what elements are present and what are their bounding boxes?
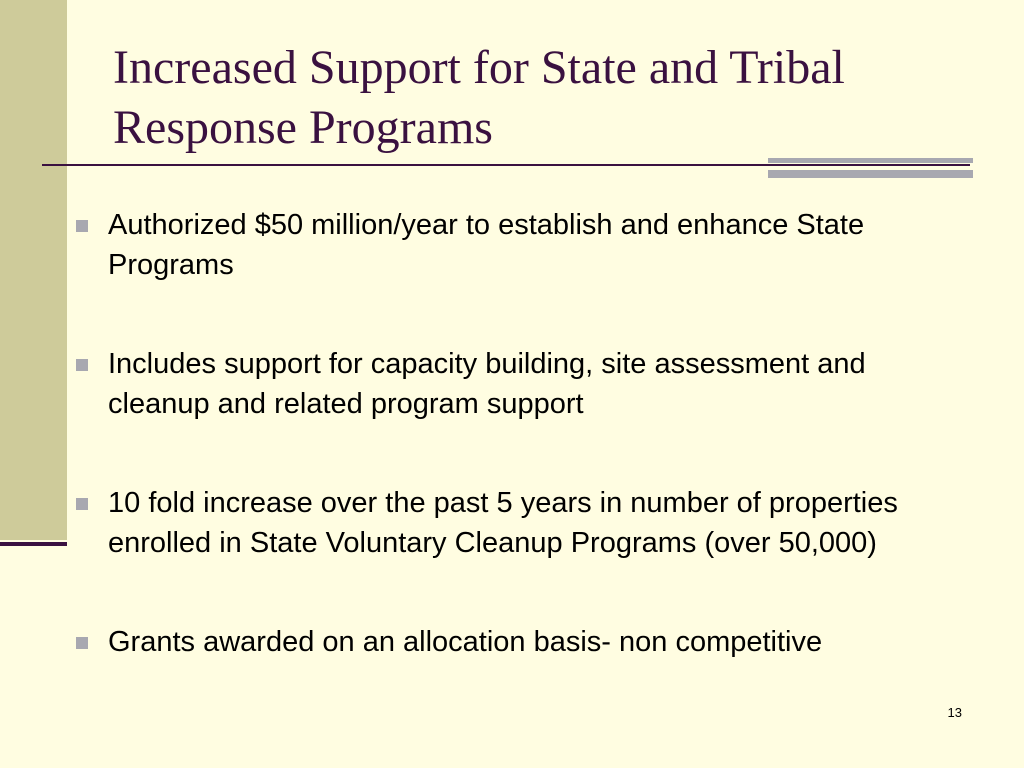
square-bullet-icon: [76, 498, 88, 510]
bullet-text: Includes support for capacity building, site assessment and cleanup and related program support: [108, 348, 866, 420]
bullet-text: Grants awarded on an allocation basis- non competitive: [108, 626, 823, 658]
sidebar-decoration: [0, 0, 67, 540]
square-bullet-icon: [76, 637, 88, 649]
bullet-list: [72, 205, 972, 662]
bullet-item: [72, 622, 972, 662]
bullet-item: [72, 483, 972, 563]
bullet-item: [72, 205, 972, 285]
bullet-item: [72, 344, 972, 424]
title-accent-bar-top: [768, 158, 973, 163]
bullet-text: Authorized $50 million/year to establish and enhance State Programs: [108, 209, 865, 281]
bullet-text: 10 fold increase over the past 5 years in number of properties enrolled in State Voluntary Cleanup Programs (over 50,000): [108, 487, 898, 559]
square-bullet-icon: [76, 359, 88, 371]
title-divider: [42, 164, 970, 166]
slide-number: 13: [947, 705, 962, 720]
square-bullet-icon: [76, 220, 88, 232]
sidebar-rule: [0, 542, 67, 546]
title-accent-bar-bottom: [768, 170, 973, 178]
slide-title: Increased Support for State and Tribal Response Programs: [113, 41, 845, 154]
